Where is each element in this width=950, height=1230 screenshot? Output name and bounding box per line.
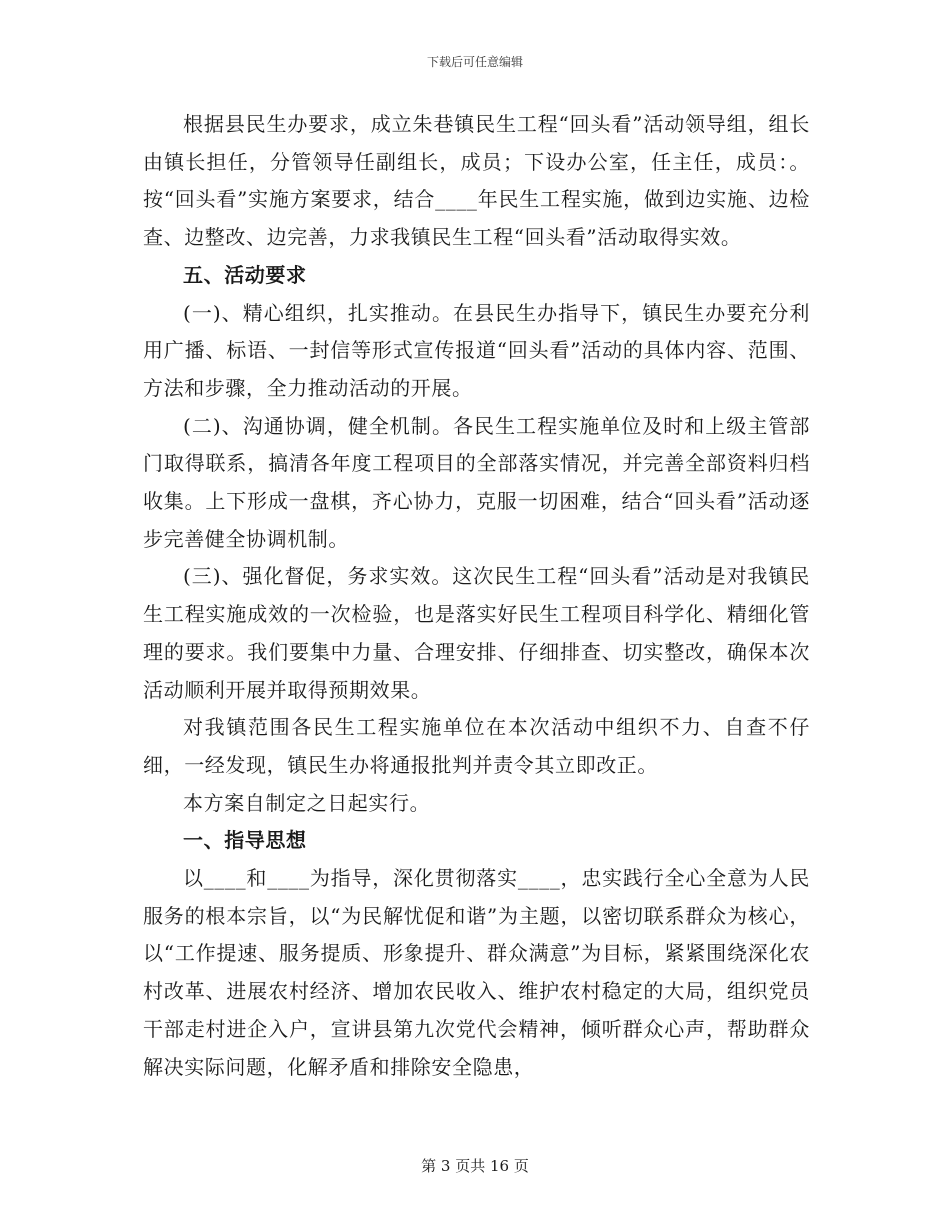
section-heading-guiding-ideology: 一、指导思想 [183,828,307,853]
paragraph-requirement-1: (一)、精心组织，扎实推动。在县民生办指导下，镇民生办要充分利用广播、标语、一封信等形式宣传报道“回头看”活动的具体内容、范围、方法和步骤，全力推动活动的开展。 [143,300,810,400]
section-heading-activity-requirements: 五、活动要求 [183,262,307,287]
paragraph-requirement-2: (二)、沟通协调，健全机制。各民生工程实施单位及时和上级主管部门取得联系，搞清各年度工程项目的全部落实情况，并完善全部资料归档收集。上下形成一盘棋，齐心协力，克服一切困难，结合“回头看”活动逐步完善健全协调机制。 [143,413,810,551]
paragraph-leadership-group: 根据县民生办要求，成立朱巷镇民生工程“回头看”活动领导组，组长由镇长担任，分管领导任副组长，成员；下设办公室，任主任，成员：。按“回头看”实施方案要求，结合____年民生工程实施，做到边实施、边检查、边整改、边完善，力求我镇民生工程“回头看”活动取得实效。 [143,112,810,250]
paragraph-accountability: 对我镇范围各民生工程实施单位在本次活动中组织不力、自查不仔细，一经发现，镇民生办将通报批判并责令其立即改正。 [143,715,810,777]
page-number: 第 3 页共 16 页 [421,1157,529,1175]
document-body [143,106,810,1086]
paragraph-guiding-ideology: 以____和____为指导，深化贯彻落实____，忠实践行全心全意为人民服务的根本宗旨，以“为民解忧促和谐”为主题，以密切联系群众为核心，以“工作提速、服务提质、形象提升、群众满意”为目标，紧紧围绕深化农村改革、进展农村经济、增加农民收入、维护农村稳定的大局，组织党员干部走村进企入户，宣讲县第九次党代会精神，倾听群众心声，帮助群众解决实际问题，化解矛盾和排除安全隐患， [143,866,810,1079]
paragraph-effective-date: 本方案自制定之日起实行。 [183,790,431,815]
page-header-note: 下载后可任意编辑 [426,55,523,69]
paragraph-requirement-3: (三)、强化督促，务求实效。这次民生工程“回头看”活动是对我镇民生工程实施成效的一次检验，也是落实好民生工程项目科学化、精细化管理的要求。我们要集中力量、合理安排、仔细排查、切实整改，确保本次活动顺利开展并取得预期效果。 [143,564,810,702]
